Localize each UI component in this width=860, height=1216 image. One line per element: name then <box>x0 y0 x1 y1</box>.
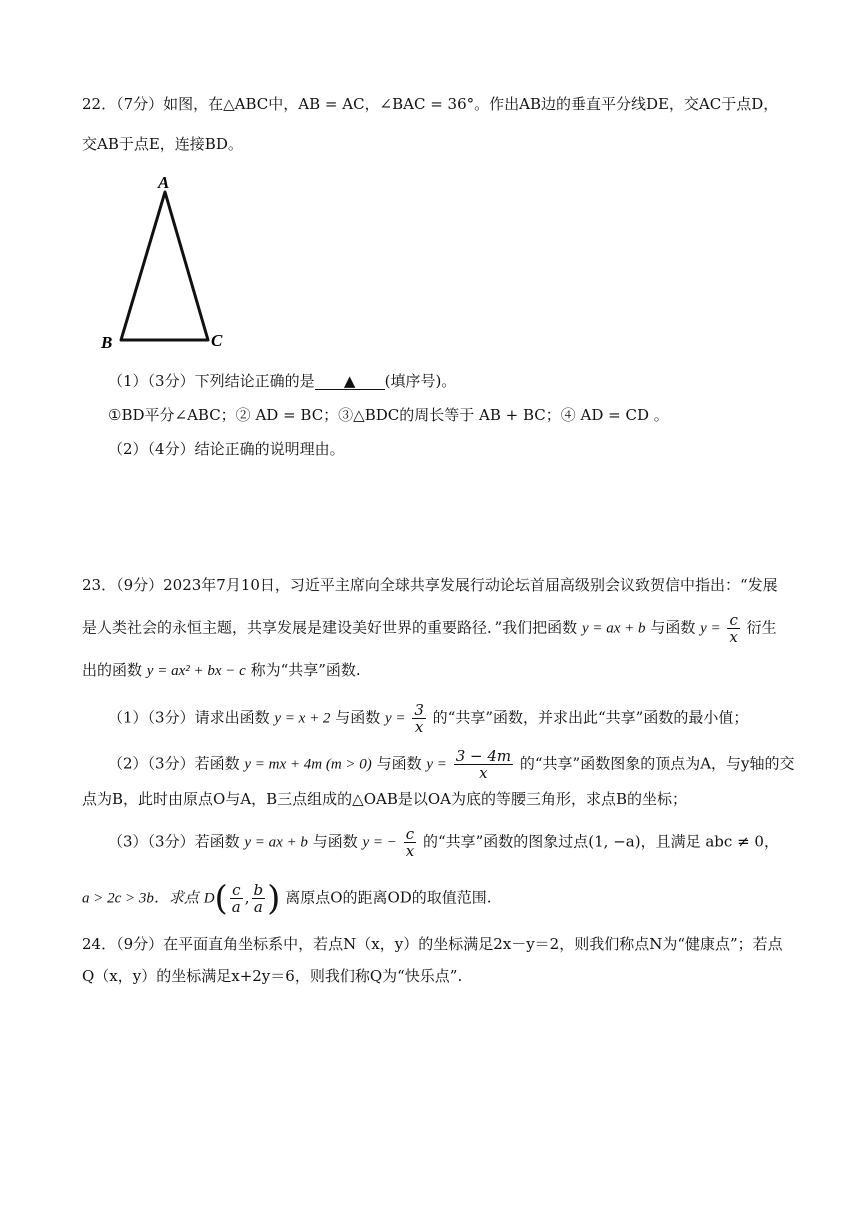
fraction-c-over-a: $\frac{c}{a}$ <box>231 881 241 916</box>
q23-stem-line2: 是人类社会的永恒主题，共享发展是建设美好世界的重要路径．”我们把函数 y = ax + b 与函数 y = $\frac{c}{x}$ 衍生 <box>82 611 777 646</box>
q23-part3-text: （3）（3分）若函数 <box>108 832 240 851</box>
q23-part1-text: （1）（3分）请求出函数 <box>108 708 270 727</box>
q23-stem-text: 称为“共享”函数. <box>250 661 361 679</box>
vertex-label-A: A <box>158 173 170 192</box>
q23-stem-line1: 23．（9分）2023年7月10日，习近平主席向全球共享发展行动论坛首届高级别会议致贺信中指出：“发展 <box>82 576 778 594</box>
q23-part3-condition: a > 2c > 3b．求点 <box>82 890 199 907</box>
q23-part2-text: 的“共享”函数图象的顶点为A，与y轴的交 <box>519 754 795 773</box>
q23-stem-text: 出的函数 <box>82 661 143 679</box>
fraction-neg-c-over-x: $\frac{c}{x}$ <box>405 825 415 860</box>
triangle-figure <box>98 170 238 355</box>
fraction-3-minus-4m-over-x: $\frac{3 - 4m}{x}$ <box>455 747 512 782</box>
q23-part3-text: 离原点O的距离OD的取值范围. <box>285 888 492 907</box>
q23-part2-text: 与函数 <box>376 754 422 773</box>
q23-part1-text: 的“共享”函数，并求出此“共享”函数的最小值； <box>432 708 749 727</box>
q22-options: ①BD平分∠ABC；② AD = BC；③△BDC的周长等于 AB + BC；④ AD = CD 。 <box>108 406 669 424</box>
q23-part3-text: 的“共享”函数的图象过点(1, −a)，且满足 abc ≠ 0， <box>422 832 779 851</box>
q23-part1: （1）（3分）请求出函数 y = x + 2 与函数 y = $\frac{3}{x}$ 的“共享”函数，并求出此“共享”函数的最小值； <box>108 701 749 736</box>
q22-part1 <box>108 371 456 391</box>
fraction-c-over-x: $\frac{c}{x}$ <box>729 611 738 646</box>
q24-stem-line2: Q（x，y）的坐标满足x+2y＝6，则我们称Q为“快乐点”. <box>82 967 463 985</box>
fraction-3-over-x: $\frac{3}{x}$ <box>414 701 424 736</box>
q23-part2-func: y = mx + 4m (m > 0) <box>244 756 372 773</box>
vertex-label-C: C <box>211 331 223 350</box>
q23-part2-text: （2）（3分）若函数 <box>108 754 240 773</box>
vertex-label-B: B <box>101 333 113 352</box>
q22-part1-suffix: (填序号)。 <box>384 372 457 390</box>
q23-part3-line2: a > 2c > 3b．求点 D( $\frac{c}{a}$ , $\frac{b}{a}$ ) 离原点O的距离OD的取值范围. <box>82 878 492 919</box>
q23-part2-line2: 点为B，此时由原点O与A，B三点组成的△OAB是以OA为底的等腰三角形，求点B的坐标； <box>82 790 688 808</box>
q23-part1-text: 与函数 <box>335 708 381 727</box>
q23-part1-func: y = x + 2 <box>274 710 331 727</box>
shared-function-formula: y = ax² + bx − c <box>146 663 246 679</box>
q23-stem-text: 是人类社会的永恒主题，共享发展是建设美好世界的重要路径．”我们把函数 <box>82 618 578 637</box>
q23-part2: （2）（3分）若函数 y = mx + 4m (m > 0) 与函数 y = $\frac{3 - 4m}{x}$ 的“共享”函数图象的顶点为A，与y轴的交 <box>108 747 795 782</box>
q23-part3-func: y = ax + b <box>244 834 308 851</box>
q22-part1-prefix: （1）（3分）下列结论正确的是 <box>108 372 315 390</box>
q23-stem-text: 衍生 <box>746 618 777 637</box>
q22-stem-line1: 22．（7分）如图，在△ABC中，AB = AC，∠BAC = 36°。作出AB边的垂直平分线DE，交AC于点D， <box>82 95 779 113</box>
q23-stem-text: 与函数 <box>650 618 696 637</box>
q23-stem-line3 <box>82 660 361 681</box>
q23-part3-text: 与函数 <box>312 832 358 851</box>
q22-stem-line2: 交AB于点E，连接BD。 <box>82 135 243 153</box>
q22-part2: （2）（4分）结论正确的说明理由。 <box>108 440 345 458</box>
fraction-b-over-a: $\frac{b}{a}$ <box>253 881 264 916</box>
q23-part3: （3）（3分）若函数 y = ax + b 与函数 y = − $\frac{c}{x}$ 的“共享”函数的图象过点(1, −a)，且满足 abc ≠ 0， <box>108 825 779 860</box>
linear-function: y = ax + b <box>581 620 646 637</box>
q24-stem-line1: 24．（9分）在平面直角坐标系中，若点N（x，y）的坐标满足2x－y＝2，则我们称点N为“健康点”；若点 <box>82 935 783 953</box>
answer-blank[interactable]: ▲ <box>315 373 385 390</box>
